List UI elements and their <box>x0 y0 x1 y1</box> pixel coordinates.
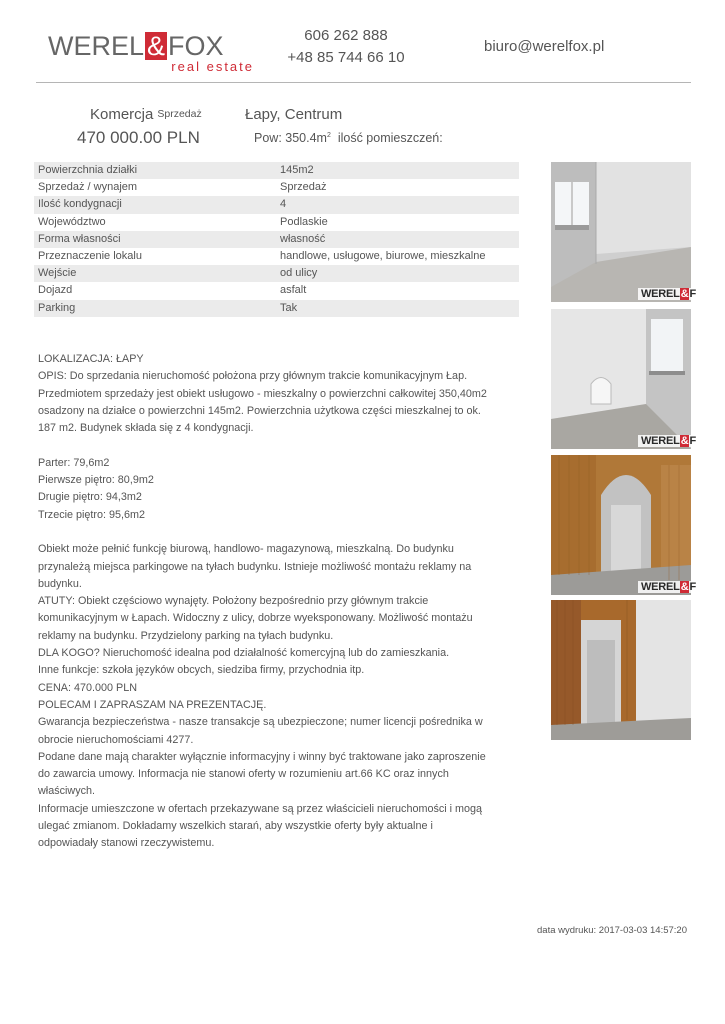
description-paragraph: Inne funkcje: szkoła języków obcych, siedziba firmy, przychodnia itp. <box>38 664 365 677</box>
row-value: asfalt <box>280 284 307 297</box>
floor-area-line: Pierwsze piętro: 80,9m2 <box>38 474 154 487</box>
room-window-image <box>551 162 691 302</box>
phone-primary[interactable]: 606 262 888 <box>304 27 388 44</box>
table-row <box>34 231 519 248</box>
email-link[interactable]: biuro@werelfox.pl <box>484 38 605 55</box>
details-table <box>34 162 519 317</box>
description-paragraph: OPIS: Do sprzedania nieruchomość położona przy głównym trakcie komunikacyjnym Łap. Przedmiotem sprzedaży jest obiekt usługowo - mieszkalny o powierzchni całkowitej 350,40m2 osadzony na działce o powierzchni 145m2. Powierzchnia użytkowa części mieszkalnej to ok. 187 m2. Budynek składa się z 4 kondygnacji. <box>38 370 487 435</box>
logo-text-right: FOX <box>168 31 224 61</box>
row-value: 4 <box>280 198 287 211</box>
rooms-label: ilość pomieszczeń: <box>337 131 443 145</box>
row-value: od ulicy <box>280 267 318 280</box>
row-label: Województwo <box>38 215 106 228</box>
logo-ampersand: & <box>147 31 166 61</box>
row-label: Powierzchnia działki <box>38 164 138 176</box>
company-logo <box>48 30 258 76</box>
description-paragraph: ATUTY: Obiekt częściowo wynajęty. Położony bezpośrednio przy głównym trakcie komunikacyjnym w Łapach. Widoczny z ulicy, dobrze wyeksponowany. Możliwość montażu reklamy na budynku. Przydzielony parking na tyłach budynku. <box>38 595 473 642</box>
row-value: Podlaskie <box>280 215 328 228</box>
description-paragraph: Podane dane mają charakter wyłącznie informacyjny i winny być traktowane jako zaproszenie do zawarcia umowy. Informacja nie stanowi oferty w rozumieniu art.66 KC oraz innych właściwych. <box>38 750 486 798</box>
property-photo[interactable] <box>551 309 696 449</box>
logo-text-left: WEREL <box>48 31 145 61</box>
wooden-corridor-image <box>551 455 691 595</box>
photo-watermark: WEREL&F <box>638 288 699 300</box>
row-label: Wejście <box>38 267 77 280</box>
row-label: Forma własności <box>38 232 121 245</box>
listing-area <box>254 131 443 145</box>
location-heading: LOKALIZACJA: ŁAPY <box>38 353 144 365</box>
print-date: data wydruku: 2017-03-03 14:57:20 <box>537 925 687 936</box>
table-row <box>34 248 519 265</box>
row-value: handlowe, usługowe, biurowe, mieszkalne <box>280 249 486 262</box>
row-label: Sprzedaż / wynajem <box>38 181 138 194</box>
phone-secondary[interactable]: +48 85 744 66 10 <box>287 49 405 66</box>
area-unit-sup: 2 <box>326 131 331 139</box>
photo-watermark: WEREL&F <box>638 435 699 447</box>
area-value: Pow: 350.4m <box>254 131 327 145</box>
listing-description <box>38 351 488 853</box>
row-value: Sprzedaż <box>280 181 327 194</box>
listing-deal: Sprzedaż <box>157 108 202 120</box>
property-photo[interactable] <box>551 162 696 302</box>
listing-location: Łapy, Centrum <box>245 106 343 123</box>
logo-tagline: real estate <box>171 59 254 74</box>
row-value: własność <box>280 232 326 245</box>
photo-watermark: WEREL&F <box>638 581 699 593</box>
description-paragraph: Gwarancja bezpieczeństwa - nasze transakcje są ubezpieczone; numer licencji pośrednika w obrocie nieruchomościami 4277. <box>38 716 483 746</box>
listing-category: Komercja <box>90 106 154 123</box>
header-divider <box>36 82 691 83</box>
listing-price: 470 000.00 PLN <box>77 128 200 147</box>
row-label: Przeznaczenie lokalu <box>38 249 142 262</box>
table-row <box>34 300 519 317</box>
floor-area-line: Trzecie piętro: 95,6m2 <box>38 508 146 521</box>
description-paragraph: POLECAM I ZAPRASZAM NA PREZENTACJĘ. <box>38 698 267 711</box>
description-paragraph: DLA KOGO? Nieruchomość idealna pod działalność komercyjną lub do zamieszkania. <box>38 647 450 660</box>
logo-wordmark <box>48 30 224 62</box>
floor-area-line: Drugie piętro: 94,3m2 <box>38 491 142 504</box>
table-row <box>34 196 519 213</box>
row-label: Dojazd <box>38 284 73 297</box>
description-paragraph: Obiekt może pełnić funkcję biurową, handlowo- magazynową, mieszkalną. Do budynku przynależą miejsca parkingowe na tyłach budynku. Istnieje możliwość montażu reklamy na budynku. <box>38 543 472 590</box>
table-row <box>34 162 519 179</box>
table-row <box>34 282 519 299</box>
wooden-doorway-image <box>551 600 691 740</box>
floor-area-line: Parter: 79,6m2 <box>38 456 110 469</box>
row-value: 145m2 <box>280 164 314 176</box>
row-value: Tak <box>280 301 298 314</box>
property-photo[interactable] <box>551 455 696 595</box>
description-paragraph: CENA: 470.000 PLN <box>38 681 138 694</box>
table-row <box>34 265 519 282</box>
table-row <box>34 179 519 196</box>
room-arch-image <box>551 309 691 449</box>
listing-type <box>90 106 202 123</box>
table-row <box>34 214 519 231</box>
row-label: Parking <box>38 301 76 314</box>
description-paragraph: Informacje umieszczone w ofertach przekazywane są przez właścicieli nieruchomości i mogą ulegać zmianom. Dokładamy wszelkich starań, aby wszystkie oferty były aktualne i odpowiadały stanowi rzeczywistemu. <box>38 802 483 850</box>
row-label: Ilość kondygnacji <box>38 198 122 211</box>
property-photo[interactable] <box>551 600 691 740</box>
